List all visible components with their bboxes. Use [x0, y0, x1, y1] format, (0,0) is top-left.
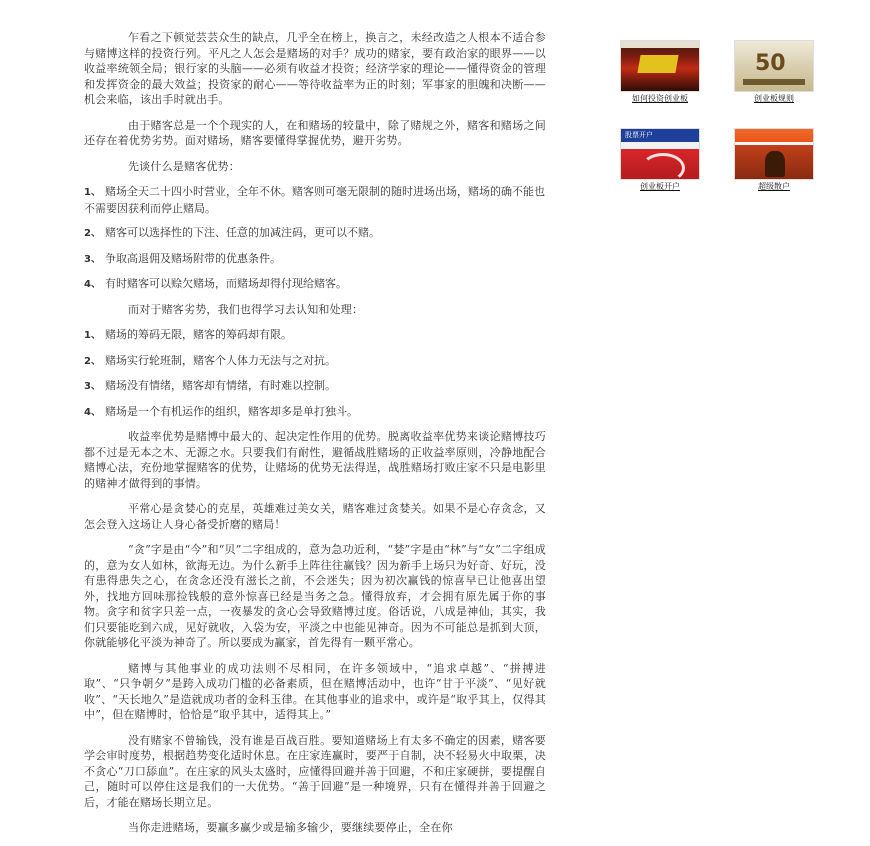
list-item: 4、 赌场是一个有机运作的组织，赌客却多是单打独斗。 — [84, 404, 358, 418]
ad-how-to-invest-gem[interactable] — [620, 40, 700, 104]
list-item: 4、 有时赌客可以赊欠赌场，而赌场却得付现给赌客。 — [84, 277, 347, 290]
list-item: 3、 争取高退佣及赌场附带的优惠条件。 — [84, 251, 281, 265]
ad-caption[interactable]: 创业板规则 — [754, 94, 794, 103]
paragraph: 而对于赌客劣势，我们也得学习去认知和处理： — [128, 302, 364, 316]
banner-text: 股票开户 — [625, 131, 653, 139]
ad-gem-account-open[interactable] — [620, 128, 700, 192]
paragraph: 平常心是贪婪心的克星，英雄难过美女关，赌客难过贪婪关。如果不是心存贪念，又怎会登入这场让人身心备受折磨的赌局！ — [84, 502, 546, 531]
related-books-sidebar — [620, 40, 830, 192]
ad-caption[interactable]: 如何投资创业板 — [632, 94, 688, 103]
book-cover-image[interactable] — [620, 40, 700, 92]
list-item: 2、 赌客可以选择性的下注、任意的加减注码，更可以不赌。 — [84, 226, 380, 239]
ad-super-retail-investor[interactable] — [734, 128, 814, 192]
ad-caption[interactable]: 超级散户 — [758, 182, 790, 191]
banner-image[interactable] — [620, 128, 700, 180]
advantages-list — [84, 184, 546, 293]
paragraph: “贪”字是由“今”和“贝”二字组成的，意为急功近利，“婪”字是由“林”与“女”二字组成的，意为女人如林，欲海无边。为什么新手上阵往往赢钱？因为新手上场只为好奇、好玩，没有患得患失之心，在贪念还没有滋长之前，不会迷失；因为初次赢钱的惊喜早已让他喜出望外，找地方回味那捡钱般的意外惊喜已经是当务之急。懂得放弃，才会拥有原先属于你的事物。贪字和贫字只差一点，一夜暴发的贪心会导致赌博过度。俗话说，八成是神仙，其实，我们只要能吃到六成，见好就收，入袋为安，平淡之中也能见神奇。因为不可能总是抓到大顶，你就能够化平淡为神奇了。所以要成为赢家，首先得有一颗平常心。 — [84, 543, 546, 649]
paragraph: 当你走进赌场，要赢多赢少或是输多输少，要继续要停止，全在你 — [128, 821, 453, 834]
paragraph: 收益率优势是赌博中最大的、起决定性作用的优势。脱离收益率优势来谈论赌博技巧都不过是无本之木、无源之水。只要我们有耐性，避循战胜赌场的正收益率原则，冷静地配合赌博心法，充份地掌握赌客的优势，让赌场的优势无法得逞，战胜赌场打败庄家不只是电影里的赌神才做得到的事情。 — [84, 430, 546, 490]
article-body — [84, 30, 546, 846]
ad-gem-rules[interactable] — [734, 40, 814, 104]
list-item: 1、 赌场全天二十四小时营业，全年不休。赌客则可毫无限制的随时进场出场，赌场的确不能也不需要因获利而停止赌局。 — [84, 185, 545, 215]
list-item: 3、 赌场没有情绪，赌客却有情绪，有时难以控制。 — [84, 379, 336, 392]
paragraph: 由于赌客总是一个个现实的人，在和赌场的较量中，除了赌规之外，赌客和赌场之间还存在着优势劣势。面对赌场，赌客要懂得掌握优势，避开劣势。 — [84, 118, 546, 147]
paragraph: 乍看之下顿觉芸芸众生的缺点，几乎全在榜上，换言之，未经改造之人根本不适合参与赌博这样的投资行列。平凡之人怎会是赌场的对手？成功的赌家，要有政治家的眼界——以收益率统领全局；银行家的头脑——必须有收益才投资；经济学家的理论——懂得资金的管理和发挥资金的最大效益；投资家的耐心——等待收益率为正的时刻；军事家的胆魄和决断——机会来临，该出手时就出手。 — [84, 31, 546, 106]
list-item: 1、 赌场的筹码无限，赌客的筹码却有限。 — [84, 328, 292, 341]
paragraph: 赌博与其他事业的成功法则不尽相同，在许多领域中，“追求卓越”、“拼搏进取”、“只争朝夕”是跨入成功门槛的必备素质，但在赌博活动中，也许“甘于平淡”、“见好就收”、“天长地久”是造就成功者的金科玉律。在其他事业的追求中，或许是“取乎其上，仅得其中”，但在赌博时，恰恰是“取乎其中，适得其上。” — [84, 661, 546, 721]
banner-image[interactable] — [734, 128, 814, 180]
paragraph: 先谈什么是赌客优势： — [128, 159, 240, 173]
book-cover-image[interactable]: 50 — [734, 40, 814, 92]
paragraph: 没有赌家不曾输钱，没有谁是百战百胜。要知道赌场上有太多不确定的因素，赌客要学会审时度势，根据趋势变化适时休息。在庄家连赢时，要严于自制，决不轻易火中取栗，决不贪心“刀口舔血”。在庄家的风头太盛时，应懂得回避并善于回避，不和庄家硬拼，要提醒自己，随时可以停住这是我们的一大优势。“善于回避”是一种境界，只有在懂得并善于回避之后，才能在赌场长期立足。 — [84, 733, 546, 809]
disadvantages-list — [84, 327, 546, 420]
ad-caption[interactable]: 创业板开户 — [640, 182, 680, 191]
list-item: 2、 赌场实行轮班制，赌客个人体力无法与之对抗。 — [84, 353, 336, 367]
